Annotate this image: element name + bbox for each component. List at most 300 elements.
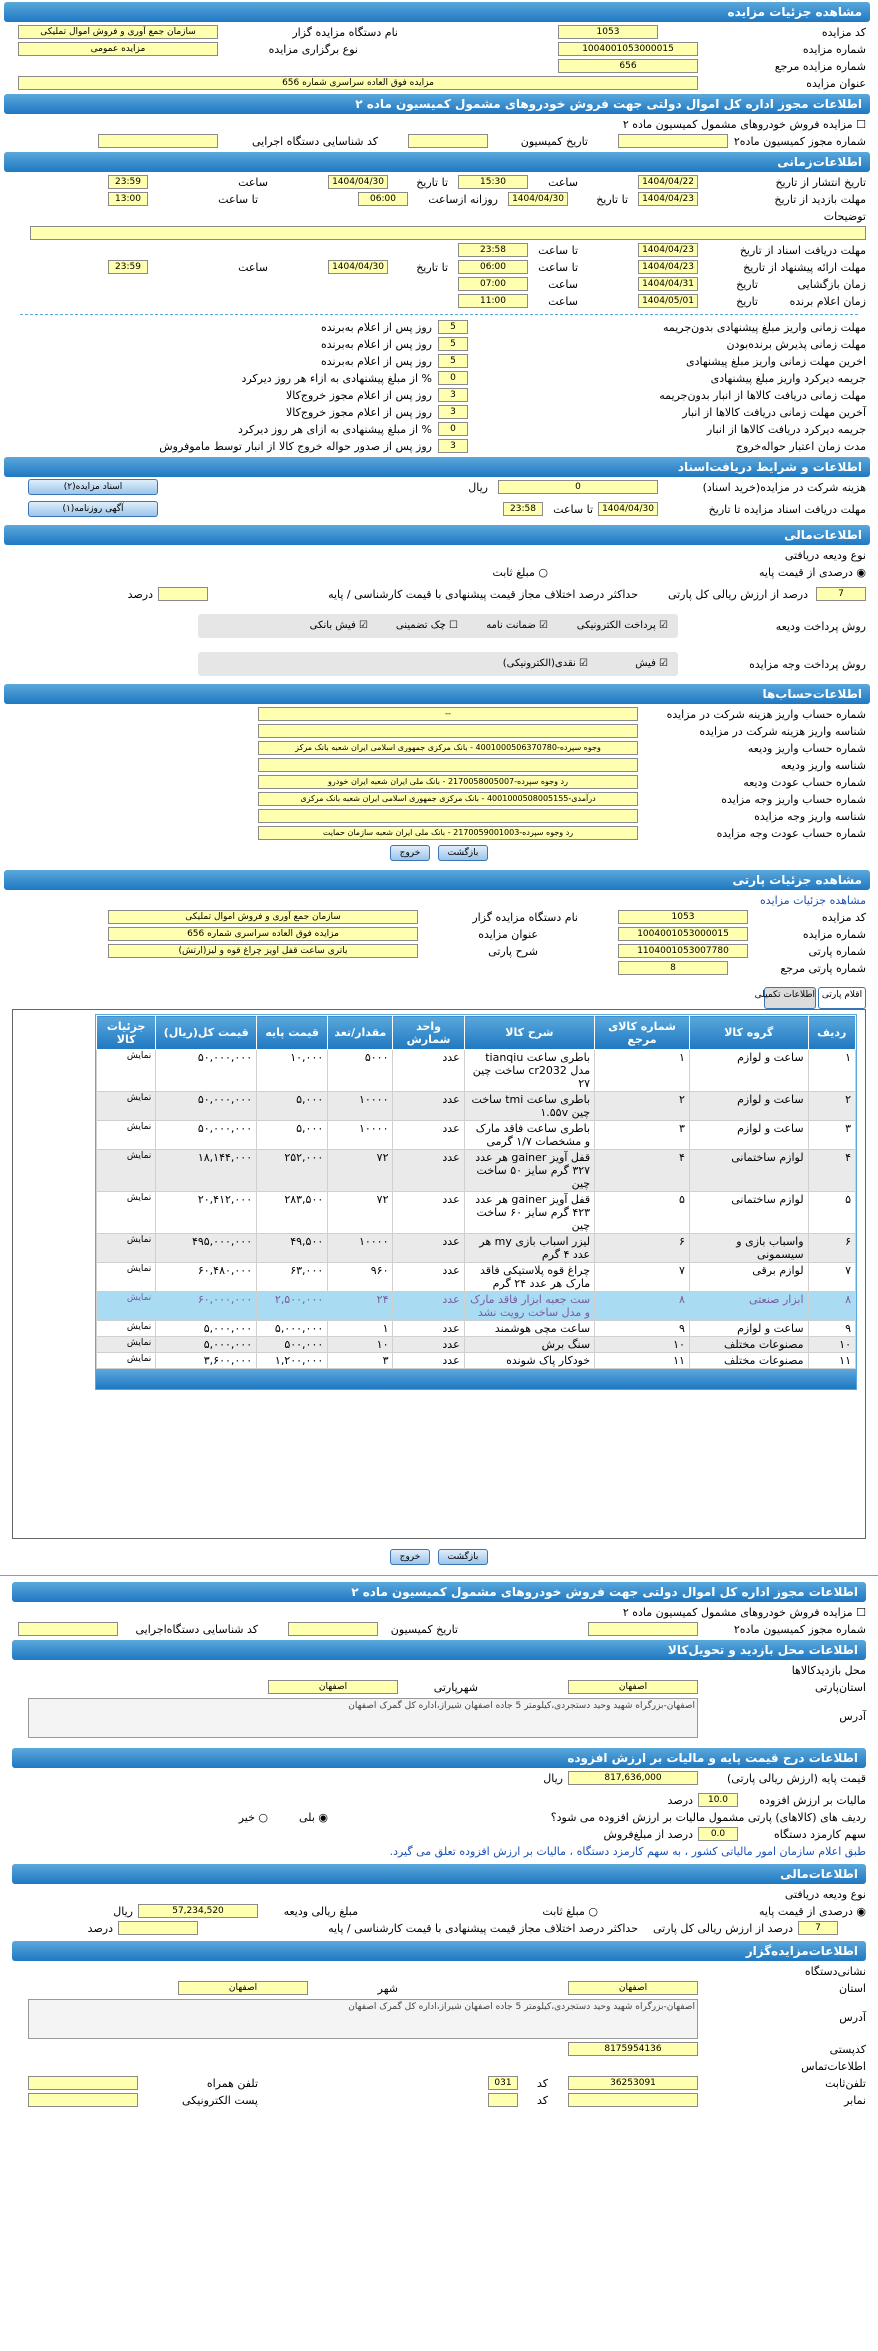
rial-label: ریال [468, 481, 488, 494]
p-org-field: سازمان جمع آوری و فروش اموال تملیکی [108, 910, 418, 924]
docs-dl-time: 23:58 [503, 502, 543, 516]
cb-guarantee-label: ضمانت نامه [486, 620, 536, 631]
table-cell: ۲,۵۰۰,۰۰۰ [257, 1292, 328, 1321]
pct-field: 7 [816, 587, 866, 601]
winner-time: 11:00 [458, 294, 528, 308]
section-title-license: اطلاعات مجوز اداره کل اموال دولتی جهت فروش خودروهای مشمول کمیسیون ماده ۲ [4, 94, 870, 114]
city-label: شهر [377, 1982, 398, 1995]
penalty-row [0, 421, 878, 438]
penalty-value: 3 [438, 439, 468, 453]
postcode-label: کدپستی [829, 2043, 866, 2056]
table-cell: عدد [393, 1121, 464, 1150]
fee-share-suffix: درصد از مبلغ‌فروش [603, 1828, 693, 1841]
table-cell: ۲ [595, 1092, 690, 1121]
auction-details-link[interactable]: مشاهده جزئیات مزایده [760, 894, 866, 907]
table-cell: ۷۲ [328, 1150, 393, 1192]
back-button[interactable]: بازگشت [438, 845, 488, 861]
penalty-label: جریمه دیرکرد دریافت کالاها از انبار [706, 423, 866, 436]
table-cell: ۴۹,۵۰۰ [257, 1234, 328, 1263]
cb-cheque-label: چک تضمینی [395, 620, 446, 631]
table-cell: ساعت و لوازم [689, 1321, 808, 1337]
subject-field: مزایده فوق العاده سراسری شماره 656 [18, 76, 698, 90]
rial-label-2: ریال [543, 1772, 563, 1785]
party-no-label: شماره پارتی [808, 945, 866, 958]
account-label: شماره حساب واریز وجه مزایده [721, 793, 866, 806]
details-link[interactable]: نمایش [97, 1050, 156, 1092]
type-field: مزایده عمومی [18, 42, 218, 56]
fee-field: 0 [498, 480, 658, 494]
to-date-label: تا تاریخ [596, 193, 628, 206]
area-code-label: کد [536, 2077, 548, 2090]
table-cell: ۱۰ [595, 1337, 690, 1353]
max-diff-label: حداکثر درصد اختلاف مجاز قیمت پیشنهادی با قیمت کارشناسی / پایه [328, 588, 638, 601]
radio-fixed[interactable]: ○ مبلغ ثابت [492, 566, 548, 579]
table-cell: ۷۲ [328, 1192, 393, 1234]
offer-time: 06:00 [458, 260, 528, 274]
to-date-label: تا تاریخ [416, 261, 448, 274]
table-row[interactable] [97, 1321, 856, 1337]
table-cell: عدد [393, 1263, 464, 1292]
pay2-method-label: روش پرداخت وجه مزایده [749, 658, 866, 671]
table-cell: عدد [393, 1150, 464, 1192]
penalty-label: اخرین مهلت زمانی واریز مبلغ پیشنهادی [686, 355, 866, 368]
radio-percent-label-2: درصدی از قیمت پایه [758, 1905, 853, 1918]
table-cell: عدد [393, 1092, 464, 1121]
table-body [97, 1050, 856, 1369]
account-value: درآمدی-4001000508005155 - بانک مرکزی جمهوری اسلامی ایران شعبه بانک مرکزی [258, 792, 638, 806]
mobile-field [28, 2076, 138, 2090]
org-code-label: کد شناسایی دستگاه اجرایی [251, 135, 378, 148]
table-cell: ساعت و لوازم [689, 1121, 808, 1150]
table-cell: مصنوعات مختلف [689, 1353, 808, 1369]
party-desc-label: شرح پارتی [488, 945, 538, 958]
radio-fixed-label-2: مبلغ ثابت [542, 1905, 585, 1918]
table-cell: ۵ [595, 1192, 690, 1234]
table-cell: ۱ [595, 1050, 690, 1092]
back-button-2[interactable]: بازگشت [438, 1549, 488, 1565]
lic-label: شماره مجوز کمیسیون ماده۲ [733, 135, 866, 148]
items-table-wrap [95, 1014, 857, 1390]
table-cell: ۱۰۰۰۰ [328, 1092, 393, 1121]
section-title-finance-2: اطلاعات‌مالی [12, 1864, 866, 1884]
table-cell: ست جعبه ابزار فاقد مارک و مدل ساخت رویت نشد [464, 1292, 594, 1321]
column-header: قیمت کل(ریال) [156, 1016, 257, 1050]
p-no-field: 1004001053000015 [618, 927, 748, 941]
radio-percent[interactable]: ◉ درصدی از قیمت پایه [758, 566, 866, 579]
details-link[interactable]: نمایش [97, 1292, 156, 1321]
penalty-suffix: روز پس از صدور حواله خروج کالا از انبار توسط ماموفروش [159, 440, 432, 453]
p-org-label: نام دستگاه مزایده گزار [472, 911, 578, 924]
account-label: شناسه واریز هزینه شرکت در مزایده [699, 725, 866, 738]
details-link[interactable]: نمایش [97, 1337, 156, 1353]
table-row[interactable] [97, 1337, 856, 1353]
radio-fixed-label: مبلغ ثابت [492, 566, 535, 579]
daily-label: روزانه ازساعت [428, 193, 498, 206]
column-header: گروه کالا [689, 1016, 808, 1050]
docs-time: 23:58 [458, 243, 528, 257]
mobile-label: تلفن همراه [206, 2077, 258, 2090]
deposit-type-label-2: نوع ودیعه دریافتی [784, 1888, 866, 1901]
to-time-label: تا ساعت [218, 193, 258, 206]
items-panel [12, 1009, 866, 1539]
table-cell: واسباب بازی و سیسمونی [689, 1234, 808, 1263]
table-cell: ۵۰,۰۰۰,۰۰۰ [156, 1050, 257, 1092]
visit-date2: 1404/04/30 [508, 192, 568, 206]
table-cell: ساعت و لوازم [689, 1092, 808, 1121]
table-cell: عدد [393, 1192, 464, 1234]
cb-cash[interactable]: ☑ نقدی(الکترونیکی) [502, 658, 588, 669]
p-subject-label: عنوان مزایده [478, 928, 538, 941]
docs-button[interactable]: اسناد مزایده(۲) [28, 479, 158, 495]
penalty-row [0, 438, 878, 455]
pct-field-2: 7 [798, 1921, 838, 1935]
tab-extra[interactable]: اطلاعات تکمیلی [764, 987, 816, 1009]
account-row [0, 706, 878, 723]
art2-checkbox-2[interactable]: ☐ مزایده فروش خودروهای مشمول کمیسیون ماده ۲ [622, 1606, 866, 1619]
table-cell: ۵۰۰۰ [328, 1050, 393, 1092]
rial-label-3: ریال [113, 1905, 133, 1918]
pub-label: تاریخ انتشار از تاریخ [775, 176, 866, 189]
com-date-field[interactable] [408, 134, 488, 148]
docs-deadline-label: مهلت دریافت اسناد از تاریخ [739, 244, 866, 257]
table-cell: ۵۰,۰۰۰,۰۰۰ [156, 1121, 257, 1150]
base-price-field: 817,636,000 [568, 1771, 698, 1785]
table-header [97, 1016, 856, 1050]
section-title-finance: اطلاعات‌مالی [4, 525, 870, 545]
table-cell: ۲۴ [328, 1292, 393, 1321]
section-title-auction: مشاهده جزئیات مزایده [4, 2, 870, 22]
section-title-auctioneer: اطلاعات‌مزایده‌گزار [12, 1941, 866, 1961]
column-header: شماره کالای مرجع [595, 1016, 690, 1050]
penalty-value: 5 [438, 320, 468, 334]
org-field: سازمان جمع آوری و فروش اموال تملیکی [18, 25, 218, 39]
area-code-field: 031 [488, 2076, 518, 2090]
section-title-visit: اطلاعات محل بازدید و تحویل‌کالا [12, 1640, 866, 1660]
details-link[interactable]: نمایش [97, 1150, 156, 1192]
table-row[interactable] [97, 1050, 856, 1092]
table-cell: ۳ [808, 1121, 855, 1150]
table-cell: ۱۰۰۰۰ [328, 1234, 393, 1263]
table-cell: ۱ [328, 1321, 393, 1337]
table-row[interactable] [97, 1121, 856, 1150]
contact-label: اطلاعات‌تماس [801, 2060, 866, 2073]
cb-slip-label: فیش بانکی [309, 620, 356, 631]
table-cell: ۶ [808, 1234, 855, 1263]
table-cell: چراغ قوه پلاستیکی فاقد مارک هر عدد ۲۴ گرم [464, 1263, 594, 1292]
penalty-label: مهلت زمانی پذیرش برنده‌بودن [726, 338, 866, 351]
org-label: نام دستگاه مزایده گزار [292, 26, 398, 39]
org-address-field-label: آدرس [839, 2011, 866, 2024]
art2-checkbox[interactable]: ☐ مزایده فروش خودروهای مشمول کمیسیون ماده ۲ [622, 118, 866, 131]
items-table [96, 1015, 856, 1369]
radio-yes[interactable]: ◉ بلی [299, 1811, 328, 1824]
section-title-docs: اطلاعات و شرایط دریافت‌اسناد [4, 457, 870, 477]
bottom-section [0, 1575, 878, 2109]
lic-field[interactable] [618, 134, 728, 148]
table-row[interactable] [97, 1092, 856, 1121]
table-cell: قفل آویز gainer هر عدد ۴۲۳ گرم سایز ۶۰ ساخت چین [464, 1192, 594, 1234]
party-desc-field: باتری ساعت قفل اویز چراغ قوه و لیز(ارتش) [108, 944, 418, 958]
fee-share-field: 0.0 [698, 1827, 738, 1841]
to-time-label: تا ساعت [538, 261, 578, 274]
penalty-label: جریمه دیرکرد واریز مبلغ پیشنهادی [710, 372, 866, 385]
table-cell: ۶۰,۴۸۰,۰۰۰ [156, 1263, 257, 1292]
desc-field [30, 226, 866, 240]
tab-items[interactable]: اقلام پارتی [818, 987, 866, 1009]
table-cell: سنگ برش [464, 1337, 594, 1353]
table-cell: ۵,۰۰۰,۰۰۰ [156, 1321, 257, 1337]
subject-label: عنوان مزایده [806, 77, 866, 90]
lic-label-2: شماره مجوز کمیسیون ماده۲ [733, 1623, 866, 1636]
table-cell: ۴۹۵,۰۰۰,۰۰۰ [156, 1234, 257, 1263]
account-value: رد وجوه سپرده-2170059001003 - بانک ملی ایران شعبه سازمان حمایت [258, 826, 638, 840]
p-subject-field: مزایده فوق العاده سراسری شماره 656 [108, 927, 418, 941]
vat-field: 10.0 [698, 1793, 738, 1807]
section-title-party: مشاهده جزئیات پارتی [4, 870, 870, 890]
table-cell: ساعت و لوازم [689, 1050, 808, 1092]
table-cell: باطری ساعت tmi ساخت چین ۱.۵۵v [464, 1092, 594, 1121]
offer-date: 1404/04/23 [638, 260, 698, 274]
table-cell: ۱۰۰۰۰ [328, 1121, 393, 1150]
radio-yes-label: بلی [299, 1811, 315, 1824]
account-value [258, 724, 638, 738]
desc-label: توضیحات [823, 210, 866, 223]
time-label: ساعت [548, 278, 578, 291]
docs-dl-date: 1404/04/30 [598, 502, 658, 516]
penalty-row [0, 353, 878, 370]
table-row[interactable] [97, 1353, 856, 1369]
max-diff-label-2: حداکثر درصد اختلاف مجاز قیمت پیشنهادی با قیمت کارشناسی / پایه [328, 1922, 638, 1935]
table-cell: ۵,۰۰۰ [257, 1092, 328, 1121]
visit-time2: 13:00 [108, 192, 148, 206]
table-cell: ۵ [808, 1192, 855, 1234]
details-link[interactable]: نمایش [97, 1234, 156, 1263]
table-cell: ۲۵۲,۰۰۰ [257, 1150, 328, 1192]
art2-label: مزایده فروش خودروهای مشمول کمیسیون ماده ۲ [622, 118, 853, 131]
penalty-row [0, 336, 878, 353]
date-label: تاریخ [736, 278, 758, 291]
column-header: شرح کالا [464, 1016, 594, 1050]
table-cell: عدد [393, 1353, 464, 1369]
table-row[interactable] [97, 1263, 856, 1292]
table-row[interactable] [97, 1292, 856, 1321]
account-row [0, 791, 878, 808]
table-cell: مصنوعات مختلف [689, 1337, 808, 1353]
table-cell: ۲۸۳,۵۰۰ [257, 1192, 328, 1234]
account-value [258, 809, 638, 823]
exit-button-2[interactable]: خروج [390, 1549, 430, 1565]
party-ref-label: شماره پارتی مرجع [780, 962, 866, 975]
tax-note: طبق اعلام سازمان امور مالیاتی کشور ، به سهم کارمزد دستگاه ، مالیات بر ارزش افزوده تعلق می گیرد. [389, 1845, 866, 1858]
lic-field-2[interactable] [588, 1622, 698, 1636]
account-label: شناسه واریز ودیعه [780, 759, 866, 772]
account-value: -- [258, 707, 638, 721]
penalty-row [0, 370, 878, 387]
table-cell: ساعت مچی هوشمند [464, 1321, 594, 1337]
penalty-suffix: روز پس از اعلام مجوز خروج‌کالا [286, 389, 432, 402]
penalty-value: 5 [438, 337, 468, 351]
offer-label: مهلت ارائه پیشنهاد از تاریخ [743, 261, 866, 274]
account-row [0, 723, 878, 740]
fax-code-field [488, 2093, 518, 2107]
table-cell: عدد [393, 1292, 464, 1321]
party-city-field: اصفهان [268, 1680, 398, 1694]
tel-field: 36253091 [568, 2076, 698, 2090]
table-cell: ۵,۰۰۰ [257, 1121, 328, 1150]
table-cell: ۳ [595, 1121, 690, 1150]
table-cell: ۱۸,۱۴۴,۰۰۰ [156, 1150, 257, 1192]
docs-dl-label: مهلت دریافت اسناد مزایده تا تاریخ [708, 503, 866, 516]
details-link[interactable]: نمایش [97, 1121, 156, 1150]
account-row [0, 808, 878, 825]
penalty-row [0, 404, 878, 421]
table-cell: ۱۰ [328, 1337, 393, 1353]
divider [20, 314, 858, 315]
org-code-field[interactable] [98, 134, 218, 148]
table-row[interactable] [97, 1150, 856, 1192]
ref-field: 656 [558, 59, 698, 73]
cb-electronic-label: پرداخت الکترونیکی [576, 620, 656, 631]
pub-time2: 23:59 [108, 175, 148, 189]
cb-electronic[interactable]: ☑ پرداخت الکترونیکی [576, 620, 668, 631]
details-link[interactable]: نمایش [97, 1353, 156, 1369]
penalty-suffix: روز پس از اعلام به‌برنده [320, 355, 432, 368]
penalty-suffix: روز پس از اعلام مجوز خروج‌کالا [286, 406, 432, 419]
account-row [0, 774, 878, 791]
time-label: ساعت [238, 261, 268, 274]
penalty-value: 0 [438, 422, 468, 436]
offer-date2: 1404/04/30 [328, 260, 388, 274]
table-cell: لوازم ساختمانی [689, 1192, 808, 1234]
org-code-field-2[interactable] [18, 1622, 118, 1636]
account-label: شماره حساب واریز ودیعه [747, 742, 866, 755]
radio-percent-2[interactable]: ◉ درصدی از قیمت پایه [758, 1905, 866, 1918]
radio-fixed-2[interactable]: ○ مبلغ ثابت [542, 1905, 598, 1918]
penalty-value: 5 [438, 354, 468, 368]
details-link[interactable]: نمایش [97, 1192, 156, 1234]
newspaper-button[interactable]: آگهی روزنامه(۱) [28, 501, 158, 517]
table-cell: قفل آویز gainer هر عدد ۳۲۷ گرم سایز ۵۰ ساخت چین [464, 1150, 594, 1192]
penalty-label: مهلت زمانی دریافت کالاها از انبار بدون‌جریمه [659, 389, 866, 402]
deposit-amount-field: 57,234,520 [138, 1904, 258, 1918]
visit-label: مهلت بازدید از تاریخ [774, 193, 866, 206]
com-date-field-2[interactable] [288, 1622, 378, 1636]
table-cell: باطری ساعت tianqiu مدل cr2032 ساخت چین ۲۷ [464, 1050, 594, 1092]
table-cell: لوازم برقی [689, 1263, 808, 1292]
code-label: کد مزایده [821, 26, 866, 39]
account-value: وجوه سپرده-4001000506370780 - بانک مرکزی جمهوری اسلامی ایران شعبه بانک مرکز [258, 741, 638, 755]
table-cell: ۴ [595, 1150, 690, 1192]
table-footer [96, 1369, 856, 1389]
penalty-label: مهلت زمانی واریز مبلغ پیشنهادی بدون‌جریمه [662, 321, 866, 334]
org-address-field: اصفهان-بزرگراه شهید وحید دستجردی،کیلومتر 5 جاده اصفهان شیراز،اداره کل گمرک اصفهان [28, 1999, 698, 2039]
table-cell: عدد [393, 1321, 464, 1337]
postcode-field: 8175954136 [568, 2042, 698, 2056]
com-date-label: تاریخ کمیسیون [520, 135, 588, 148]
deposit-amount-label: مبلغ ریالی ودیعه [283, 1905, 358, 1918]
p-no-label: شماره مزایده [802, 928, 866, 941]
docs-date: 1404/04/23 [638, 243, 698, 257]
column-header: واحد شمارش [393, 1016, 464, 1050]
account-label: شناسه واریز وجه مزایده [754, 810, 866, 823]
table-cell: خودکار پاک شونده [464, 1353, 594, 1369]
penalty-row [0, 387, 878, 404]
cb-cheque[interactable]: ☐ چک تضمینی [395, 620, 458, 631]
open-date: 1404/04/31 [638, 277, 698, 291]
pct-label-2: درصد از ارزش ریالی کل پارتی [652, 1922, 793, 1935]
vat-question: ردیف های (کالاهای) پارتی مشمول مالیات بر ارزش افزوده می شود؟ [550, 1811, 866, 1824]
table-cell: ۶۳,۰۰۰ [257, 1263, 328, 1292]
cb-guarantee[interactable]: ☑ ضمانت نامه [486, 620, 548, 631]
table-cell: ۱۱ [808, 1353, 855, 1369]
com-date-label-2: تاریخ کمیسیون [390, 1623, 458, 1636]
max-diff-field-2 [118, 1921, 198, 1935]
cb-slip2[interactable]: ☑ فیش [635, 658, 668, 669]
account-label: شماره حساب عودت وجه مزایده [716, 827, 866, 840]
radio-no[interactable]: ○ خیر [238, 1811, 268, 1824]
account-row [0, 825, 878, 842]
party-province-field: اصفهان [568, 1680, 698, 1694]
fax-field [568, 2093, 698, 2107]
table-cell: ۳,۶۰۰,۰۰۰ [156, 1353, 257, 1369]
penalty-list [0, 319, 878, 455]
table-cell: ۱ [808, 1050, 855, 1092]
no-label: شماره مزایده [802, 43, 866, 56]
radio-no-label: خیر [238, 1811, 255, 1824]
cb-slip[interactable]: ☑ فیش بانکی [309, 620, 368, 631]
exit-button[interactable]: خروج [390, 845, 430, 861]
table-cell: ۲۰,۴۱۲,۰۰۰ [156, 1192, 257, 1234]
visit-date: 1404/04/23 [638, 192, 698, 206]
time-label: ساعت [238, 176, 268, 189]
penalty-label: آخرین مهلت زمانی دریافت کالاها از انبار [682, 406, 866, 419]
radio-percent-label: درصدی از قیمت پایه [758, 566, 853, 579]
details-link[interactable]: نمایش [97, 1263, 156, 1292]
table-cell: ۹ [595, 1321, 690, 1337]
province-label: استان [838, 1982, 866, 1995]
type-label: نوع برگزاری مزایده [268, 43, 358, 56]
table-cell: ۷ [595, 1263, 690, 1292]
table-cell: ۱,۲۰۰,۰۰۰ [257, 1353, 328, 1369]
winner-label: زمان اعلام برنده [789, 295, 866, 308]
winner-date: 1404/05/01 [638, 294, 698, 308]
fee-share-label: سهم کارمزد دستگاه [774, 1828, 866, 1841]
tel-label: تلفن‌ثابت [825, 2077, 866, 2090]
pub-time: 15:30 [458, 175, 528, 189]
section-title-accounts: اطلاعات‌حساب‌ها [4, 684, 870, 704]
section-title-license-2: اطلاعات مجوز اداره کل اموال دولتی جهت فروش خودروهای مشمول کمیسیون ماده ۲ [12, 1582, 866, 1602]
table-cell: لیزر اسباب بازی my هر عدد ۴ گرم [464, 1234, 594, 1263]
table-cell: ۱۰,۰۰۰ [257, 1050, 328, 1092]
p-code-field: 1053 [618, 910, 748, 924]
address-label: آدرس [839, 1710, 866, 1723]
table-cell: ۶۰,۰۰۰,۰۰۰ [156, 1292, 257, 1321]
to-time-label: تا ساعت [538, 244, 578, 257]
pct-label: درصد از ارزش ریالی کل پارتی [667, 588, 808, 601]
penalty-row [0, 319, 878, 336]
no-field: 1004001053000015 [558, 42, 698, 56]
table-row[interactable] [97, 1234, 856, 1263]
party-province-label: استان‌پارتی [815, 1681, 866, 1694]
details-link[interactable]: نمایش [97, 1092, 156, 1121]
details-link[interactable]: نمایش [97, 1321, 156, 1337]
email-label: پست الکترونیکی [182, 2094, 258, 2107]
table-cell: ۱۱ [595, 1353, 690, 1369]
time-label: ساعت [548, 176, 578, 189]
percent-label-2: درصد [667, 1794, 693, 1807]
table-row[interactable] [97, 1192, 856, 1234]
fax-code-label: کد [536, 2094, 548, 2107]
